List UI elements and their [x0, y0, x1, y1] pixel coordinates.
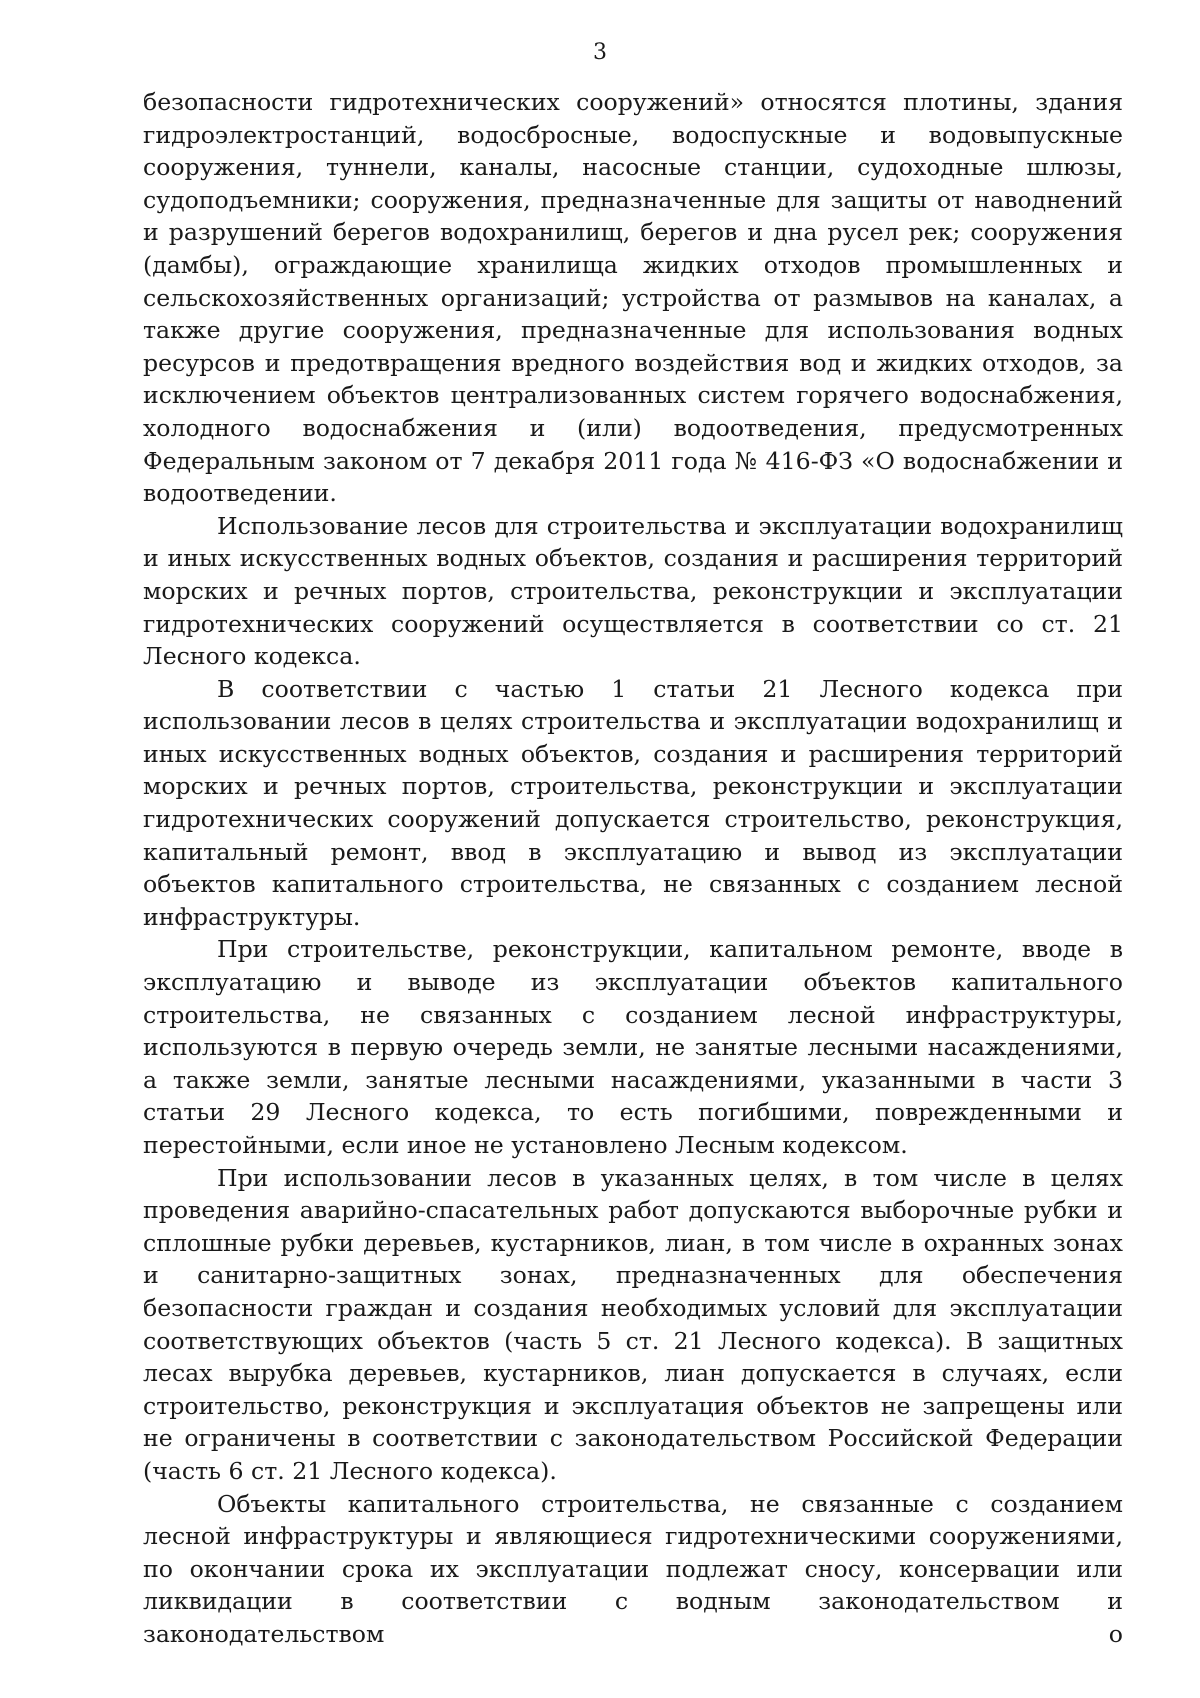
- paragraph-6: Объекты капитального строительства, не связанные с созданием лесной инфраструктуры и являющиеся гидротехническими сооружениями, по окончании срока их эксплуатации подлежат сносу, консервации или ликвидации в соответствии с водным законодательством и законодательством о: [143, 1489, 1123, 1648]
- page-number: 3: [593, 40, 607, 65]
- paragraph-1: безопасности гидротехнических сооружений» относятся плотины, здания гидроэлектростанций, водосбросные, водоспускные и водовыпускные сооружения, туннели, каналы, насосные станции, судоходные шлюзы, судоподъемники; сооружения, предназначенные для защиты от наводнений и разрушений берегов водохранилищ, берегов и дна русел рек; сооружения (дамбы), ограждающие хранилища жидких отходов промышленных и сельскохозяйственных организаций; устройства от размывов на каналах, а также другие сооружения, предназначенные для использования водных ресурсов и предотвращения вредного воздействия вод и жидких отходов, за исключением объектов централизованных систем горячего водоснабжения, холодного водоснабжения и (или) водоотведения, предусмотренных Федеральным законом от 7 декабря 2011 года № 416-ФЗ «О водоснабжении и водоотведении.: [143, 88, 1123, 508]
- paragraph-3: В соответствии с частью 1 статьи 21 Лесного кодекса при использовании лесов в целях строительства и эксплуатации водохранилищ и иных искусственных водных объектов, создания и расширения территорий морских и речных портов, строительства, реконструкции и эксплуатации гидротехнических сооружений допускается строительство, реконструкция, капитальный ремонт, ввод в эксплуатацию и вывод из эксплуатации объектов капитального строительства, не связанных с созданием лесной инфраструктуры.: [143, 674, 1123, 931]
- paragraph-4: При строительстве, реконструкции, капитальном ремонте, вводе в эксплуатацию и выводе из эксплуатации объектов капитального строительства, не связанных с созданием лесной инфраструктуры, используются в первую очередь земли, не занятые лесными насаждениями, а также земли, занятые лесными насаждениями, указанными в части 3 статьи 29 Лесного кодекса, то есть погибшими, поврежденными и перестойными, если иное не установлено Лесным кодексом.: [143, 935, 1123, 1159]
- paragraph-5: При использовании лесов в указанных целях, в том числе в целях проведения аварийно-спасательных работ допускаются выборочные рубки и сплошные рубки деревьев, кустарников, лиан, в том числе в охранных зонах и санитарно-защитных зонах, предназначенных для обеспечения безопасности граждан и создания необходимых условий для эксплуатации соответствующих объектов (часть 5 ст. 21 Лесного кодекса). В защитных лесах вырубка деревьев, кустарников, лиан допускается в случаях, если строительство, реконструкция и эксплуатация объектов не запрещены или не ограничены в соответствии с законодательством Российской Федерации (часть 6 ст. 21 Лесного кодекса).: [143, 1163, 1123, 1485]
- document-body: [143, 86, 1123, 1651]
- paragraph-2: Использование лесов для строительства и эксплуатации водохранилищ и иных искусственных водных объектов, создания и расширения территорий морских и речных портов, строительства, реконструкции и эксплуатации гидротехнических сооружений осуществляется в соответствии со ст. 21 Лесного кодекса.: [143, 511, 1123, 671]
